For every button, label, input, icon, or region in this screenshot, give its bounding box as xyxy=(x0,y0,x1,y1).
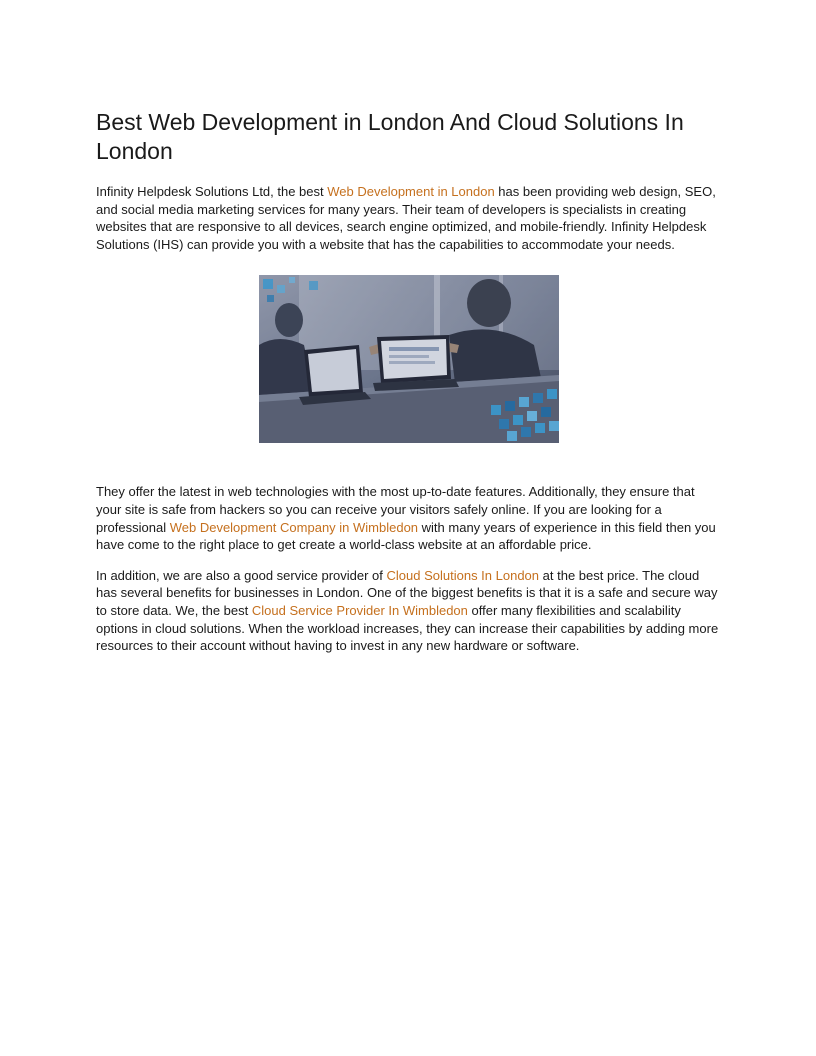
cloud-paragraph xyxy=(96,567,721,655)
web-development-london-link[interactable]: Web Development in London xyxy=(327,184,495,199)
page-title: Best Web Development in London And Cloud Solutions In London xyxy=(96,109,684,164)
features-text-start: They offer the latest in web technologies with the most up-to-date features. Additionally, they ensure that your site is safe from hackers so you can receive your visitors safely online. If you are looking for a professional xyxy=(96,484,695,535)
web-development-wimbledon-link[interactable]: Web Development Company in Wimbledon xyxy=(169,519,419,535)
cloud-solutions-london-link[interactable]: Cloud Solutions In London xyxy=(386,567,540,583)
cloud-text-start: In addition, we are also a good service provider of xyxy=(96,567,387,583)
intro-text-start: Infinity Helpdesk Solutions Ltd, the best xyxy=(96,184,328,199)
features-text-end: with many years of experience in this field then you have come to the right place to get create a world-class website at an affordable price. xyxy=(96,519,716,553)
cloud-text-middle: at the best price. The cloud has several benefits for businesses in London. One of the biggest benefits is that it is a safe and secure way to store data. We, the best xyxy=(96,567,718,618)
office-laptops-photo xyxy=(259,275,559,443)
features-paragraph xyxy=(96,483,721,553)
intro-paragraph xyxy=(96,183,721,253)
document-page xyxy=(96,108,721,668)
cloud-text-end: offer many flexibilities and scalability options in cloud solutions. When the workload increases, they can increase their capabilities by adding more resources to their account without having to invest in any new hardware or software. xyxy=(96,602,719,654)
cloud-service-provider-wimbledon-link[interactable]: Cloud Service Provider In Wimbledon xyxy=(251,602,468,618)
intro-text-end: has been providing web design, SEO, and social media marketing services for many years. Their team of developers is specialists in creating websites that are responsive to all devices, search engine optimized, and mobile-friendly. Infinity Helpdesk Solutions (IHS) can provide you with a website that has the capabilities to accommodate your needs. xyxy=(96,184,716,252)
